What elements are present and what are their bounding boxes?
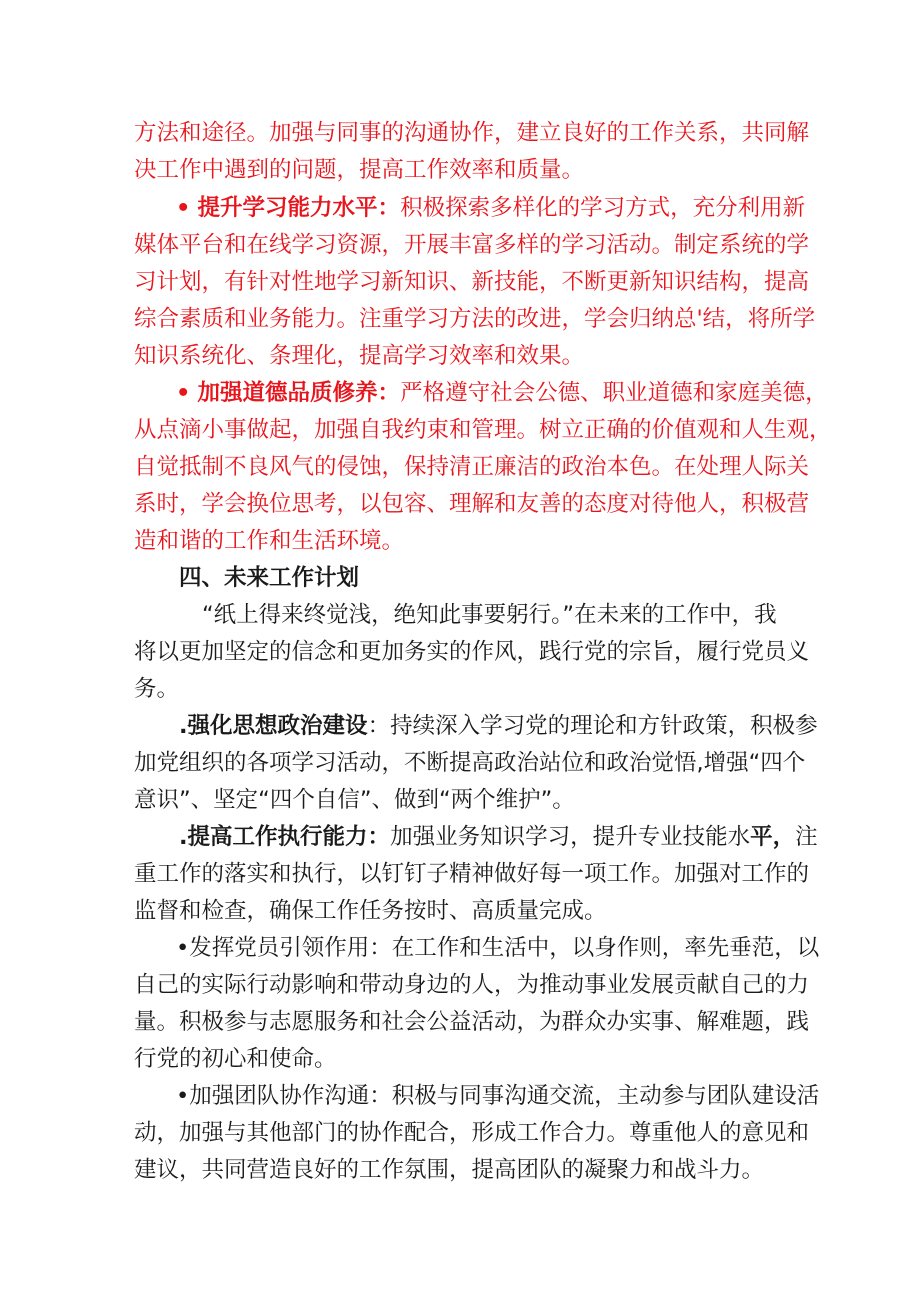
plan-item-execution (179, 822, 818, 852)
moral-line: 从点滴小事做起，加强自我约束和管理。树立正确的价值观和人生观， (134, 417, 832, 443)
plan-heading: .强化思想政治建设 (179, 713, 368, 739)
plan-item-teamwork: •加强团队协作沟通：积极与同事沟通交流，主动参与团队建设活 (176, 1083, 820, 1109)
study-text: 积极探索多样化的学习方式，充分利用新 (400, 195, 806, 221)
plan-text-bold: 平， (750, 824, 796, 850)
intro-line: “纸上得来终觉浅，绝知此事要躬行。”在未来的工作中，我 (202, 602, 777, 628)
plan-line: 意识”、坚定“四个自信”、做到“两个维护”。 (134, 787, 575, 813)
plan-heading: .提高工作执行能力： (179, 824, 391, 850)
plan-line: 监督和检查，确保工作任务按时、高质量完成。 (134, 898, 607, 924)
red-paragraph-line: 决工作中遇到的问题，提高工作效率和质量。 (134, 157, 585, 183)
moral-bullet-line (176, 378, 828, 408)
plan-text: 注 (795, 824, 818, 850)
section-title: 四、未来工作计划 (179, 565, 360, 591)
plan-item-political (179, 711, 818, 741)
study-bullet-line (176, 193, 805, 223)
plan-line: 量。积极参与志愿服务和社会公益活动，为群众办实事、解难题，践 (134, 1009, 810, 1035)
intro-line: 将以更加坚定的信念和更加务实的作风，践行党的宗旨，履行党员义 (134, 639, 810, 665)
plan-item-leadership: •发挥党员引领作用：在工作和生活中，以身作则，率先垂范，以 (176, 935, 820, 961)
moral-line: 自觉抵制不良风气的侵蚀，保持清正廉洁的政治本色。在处理人际关 (134, 454, 810, 480)
study-line: 知识系统化、条理化，提高学习效率和效果。 (134, 343, 585, 369)
plan-text: ：持续深入学习党的理论和方针政策，积极参 (367, 713, 818, 739)
plan-line: 行党的初心和使命。 (134, 1046, 337, 1072)
bullet-glyph: • (176, 195, 191, 221)
study-line: 习计划，有针对性地学习新知识、新技能，不断更新知识结构，提高 (134, 269, 810, 295)
plan-line: 重工作的落实和执行，以钉钉子精神做好每一项工作。加强对工作的 (134, 861, 810, 887)
study-heading: 提升学习能力水平： (197, 195, 401, 221)
moral-heading: 加强道德品质修养： (197, 380, 401, 406)
bullet-glyph: • (176, 380, 191, 406)
plan-text: 加强业务知识学习，提升专业技能水 (390, 824, 751, 850)
study-line: 媒体平台和在线学习资源，开展丰富多样的学习活动。制定系统的学 (134, 232, 810, 258)
moral-text: 严格遵守社会公德、职业道德和家庭美德， (400, 380, 828, 406)
moral-line: 造和谐的工作和生活环境。 (134, 528, 405, 554)
plan-line: 自己的实际行动影响和带动身边的人，为推动事业发展贡献自己的力 (134, 972, 810, 998)
intro-line: 务。 (134, 676, 180, 702)
plan-line: 建议，共同营造良好的工作氛围，提高团队的凝聚力和战斗力。 (134, 1157, 765, 1183)
study-line: 综合素质和业务能力。注重学习方法的改进，学会归纳总'结，将所学 (134, 306, 816, 332)
plan-line: 动，加强与其他部门的协作配合，形成工作合力。尊重他人的意见和 (134, 1120, 810, 1146)
plan-line: 加党组织的各项学习活动，不断提高政治站位和政治觉悟,增强“四个 (134, 750, 806, 776)
moral-line: 系时，学会换位思考，以包容、理解和友善的态度对待他人，积极营 (134, 491, 810, 517)
red-paragraph-line: 方法和途径。加强与同事的沟通协作，建立良好的工作关系，共同解 (134, 120, 810, 146)
